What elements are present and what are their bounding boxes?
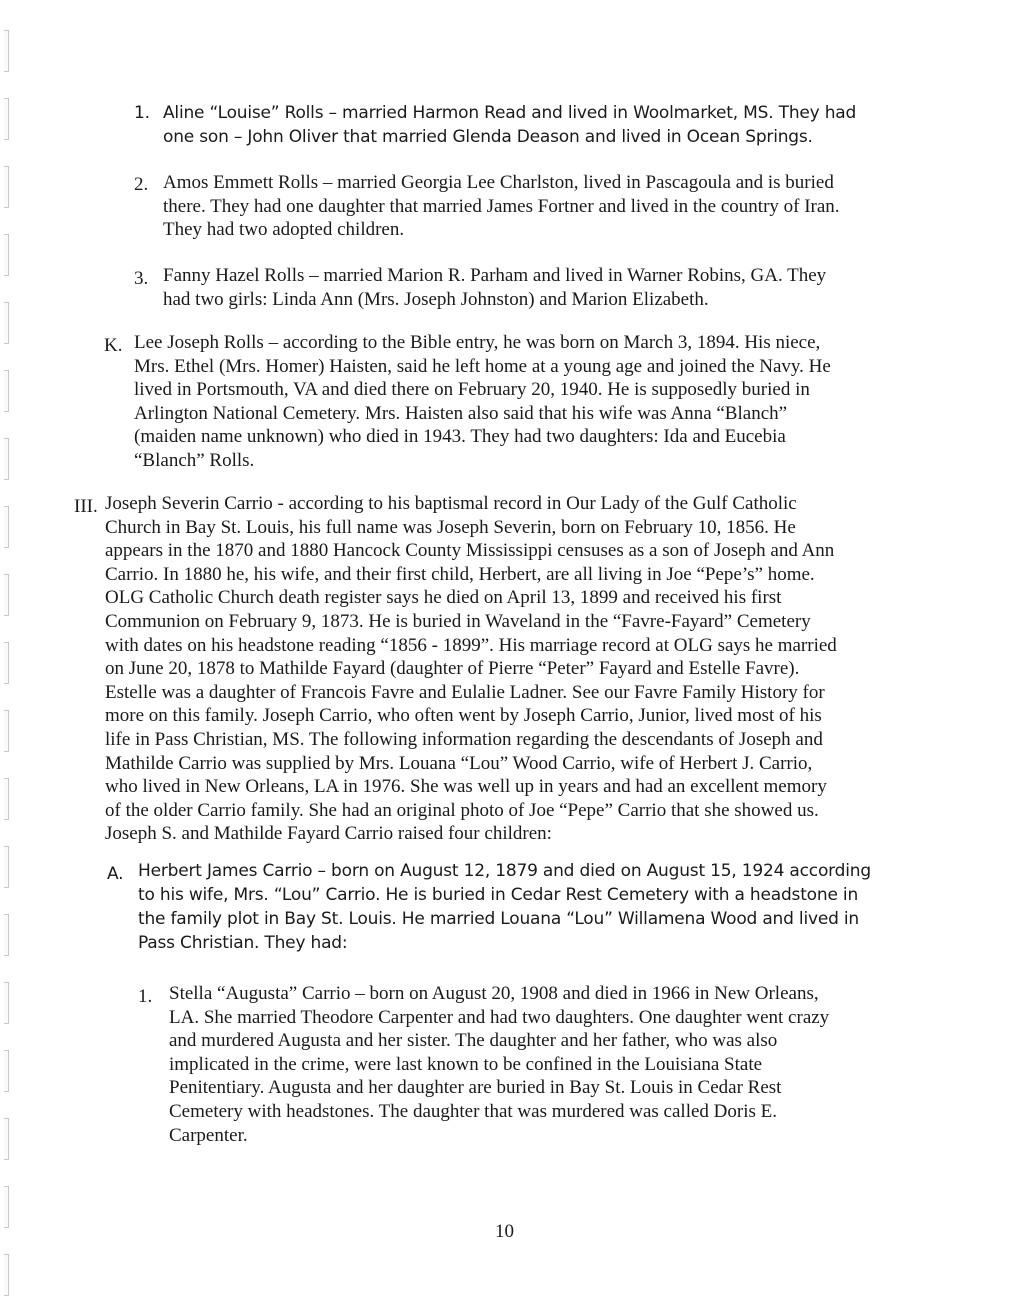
- item-text: Stella “Augusta” Carrio – born on August 20, 1908 and died in 1966 in New Orleans, LA. She married Theodore Carpenter and had two daughters. One daughter went crazy and murdered Augusta and her sister. The daughter and her father, who was also implicated in the crime, were last known to be confined in the Louisiana State Penitentiary. Augusta and her daughter are buried in Bay St. Louis in Cedar Rest Cemetery with headstones. The daughter that was murdered was called Doris E. Carpenter.: [169, 983, 830, 1146]
- item-text: Herbert James Carrio – born on August 12, 1879 and died on August 15, 1924 according to his wife, Mrs. “Lou” Carrio. He is buried in Cedar Rest Cemetery with a headstone in the family plot in Bay St. Louis. He married Louana “Lou” Willamena Wood and lived in Pass Christian. They had:: [138, 861, 871, 953]
- item-text: Amos Emmett Rolls – married Georgia Lee Charlston, lived in Pascagoula and is buried there. They had one daughter that married James Fortner and lived in the country of Iran. They had two adopted children.: [163, 172, 840, 241]
- section-text: Joseph Severin Carrio - according to his baptismal record in Our Lady of the Gulf Catholic Church in Bay St. Louis, his full name was Joseph Severin, born on February 10, 1856. He appears in the 1870 and 1880 Hancock County Mississippi censuses as a son of Joseph and Ann Carrio. In 1880 he, his wife, and their first child, Herbert, are all living in Joe “Pepe’s” home. OLG Catholic Church death register says he died on April 13, 1899 and received his first Communion on February 9, 1873. He is buried in Waveland in the “Favre-Fayard” Cemetery with dates on his headstone reading “1856 - 1899”. His marriage record at OLG says he married on June 20, 1878 to Mathilde Fayard (daughter of Pierre “Peter” Fayard and Estelle Favre). Estelle was a daughter of Francois Favre and Eulalie Ladner. See our Favre Family History for more on this family. Joseph Carrio, who often went by Joseph Carrio, Junior, lived most of his life in Pass Christian, MS. The following information regarding the descendants of Joseph and Mathilde Carrio was supplied by Mrs. Louana “Lou” Wood Carrio, wife of Herbert J. Carrio, who lived in New Orleans, LA in 1976. She was well up in years and had an excellent memory of the older Carrio family. She had an original photo of Joe “Pepe” Carrio that she showed us. Joseph S. and Mathilde Fayard Carrio raised four children:: [105, 493, 837, 845]
- item-number: 1.: [134, 103, 150, 123]
- item-text: Aline “Louise” Rolls – married Harmon Read and lived in Woolmarket, MS. They had one son – John Oliver that married Glenda Deason and lived in Ocean Springs.: [163, 103, 857, 147]
- item-letter: A.: [107, 864, 124, 884]
- page-number: 10: [495, 1221, 514, 1242]
- item-text: Fanny Hazel Rolls – married Marion R. Parham and lived in Warner Robins, GA. They had two girls: Linda Ann (Mrs. Joseph Johnston) and Marion Elizabeth.: [163, 265, 827, 310]
- item-number: 2.: [134, 174, 149, 195]
- scan-binding-edge: [0, 0, 16, 1315]
- section-numeral: III.: [74, 496, 98, 517]
- item-number: 3.: [134, 268, 149, 289]
- item-text: Lee Joseph Rolls – according to the Bible entry, he was born on March 3, 1894. His niece, Mrs. Ethel (Mrs. Homer) Haisten, said he left home at a young age and joined the Navy. He lived in Portsmouth, VA and died there on February 20, 1940. He is supposedly buried in Arlington National Cemetery. Mrs. Haisten also said that his wife was Anna “Blanch” (maiden name unknown) who died in 1943. They had two daughters: Ida and Eucebia “Blanch” Rolls.: [134, 332, 831, 471]
- item-number: 1.: [138, 986, 153, 1007]
- item-letter: K.: [104, 335, 123, 356]
